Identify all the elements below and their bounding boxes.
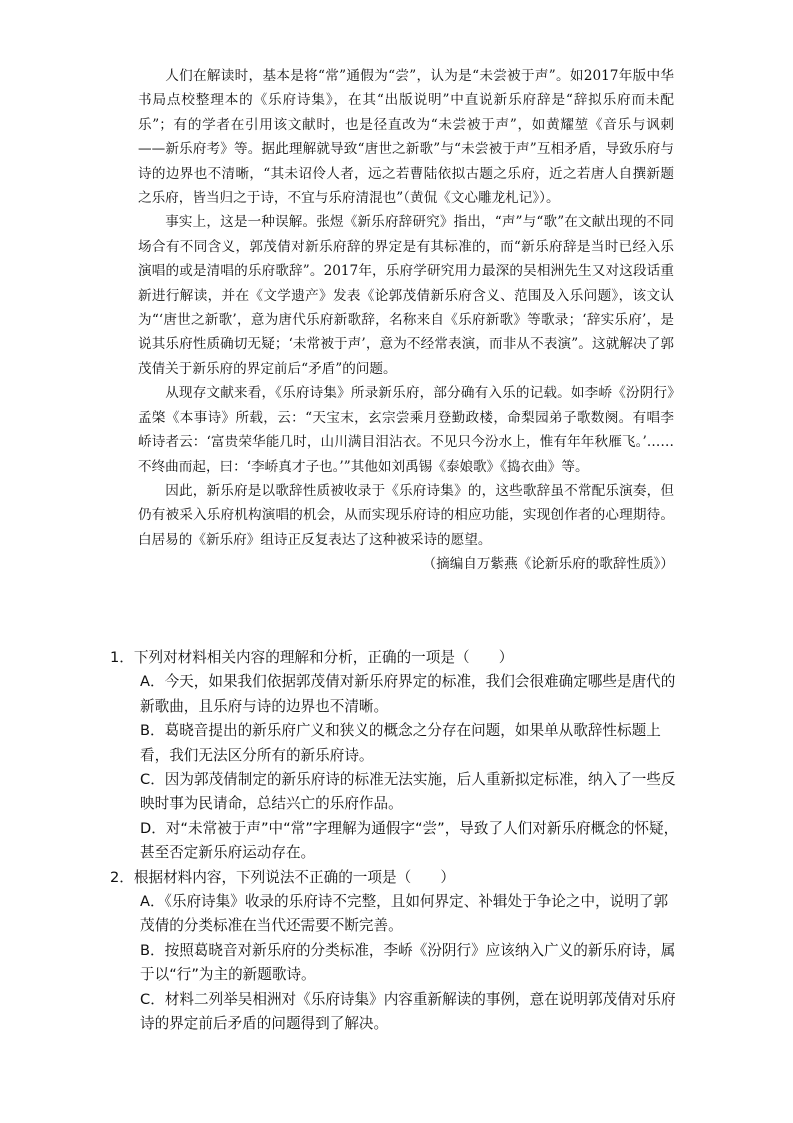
question-stem: 1．下列对材料相关内容的理解和分析，正确的一项是（ ） <box>110 649 514 666</box>
reading-passage <box>138 64 674 577</box>
question-stem: 2．根据材料内容，下列说法不正确的一项是（ ） <box>110 868 455 886</box>
passage-paragraph: 从现存文献来看，《乐府诗集》所录新乐府，部分确有入乐的记载。如李峤《汾阴行》孟棨《本事诗》所载，云：“天宝末，玄宗尝乘月登勤政楼，命梨园弟子歌数阕。有唱李峤诗者云：‘富贵荣华能几时，山川满目泪沾衣。不见只今汾水上，惟有年年秋雁飞。’……不终曲而起，曰：‘李峤真才子也。’”其他如刘禹锡《泰娘歌》《捣衣曲》等。 <box>138 385 674 475</box>
option-d: D．对“未常被于声”中“常”字理解为通假字“尝”，导致了人们对新乐府概念的怀疑，甚至否定新乐府运动存在。 <box>140 819 679 862</box>
option-c: C．材料二列举吴相洲对《乐府诗集》内容重新解读的事例，意在说明郭茂倩对乐府诗的界定前后矛盾的问题得到了解决。 <box>140 990 676 1033</box>
option-b: B．按照葛晓音对新乐府的分类标准，李峤《汾阴行》应该纳入广义的新乐府诗，属于以“行”为主的新题歌诗。 <box>140 941 676 984</box>
question-1 <box>110 646 680 866</box>
passage-paragraph: 事实上，这是一种误解。张煜《新乐府辞研究》指出，“声”与“歌”在文献出现的不同场合有不同含义，郭茂倩对新乐府辞的界定是有其标准的，而“新乐府辞是当时已经入乐演唱的或是清唱的乐府歌辞”。2017年，乐府学研究用力最深的吴相洲先生又对这段话重新进行解读，并在《文学遗产》发表《论郭茂倩新乐府含义、范围及入乐问题》，该文认为“‘唐世之新歌’，意为唐代乐府新歌辞，名称来自《乐府新歌》等歌录；‘辞实乐府’，是说其乐府性质确切无疑；‘未常被于声’，意为不经常表演，而非从不表演”。这就解决了郭茂倩关于新乐府的界定前后“矛盾”的问题。 <box>138 214 674 377</box>
question-2 <box>110 866 680 1037</box>
option-a: A．今天，如果我们依据郭茂倩对新乐府界定的标准，我们会很难确定哪些是唐代的新歌曲，且乐府与诗的边界也不清晰。 <box>140 673 676 715</box>
option-a: A．《乐府诗集》收录的乐府诗不完整，且如何界定、补辑处于争论之中，说明了郭茂倩的分类标准在当代还需要不断完善。 <box>140 893 669 935</box>
passage-paragraph: 人们在解读时，基本是将“常”通假为“尝”，认为是“未尝被于声”。如2017年版中华书局点校整理本的《乐府诗集》，在其“出版说明”中直说新乐府辞是“辞拟乐府而未配乐”；有的学者在引用该文献时，也是径直改为“未尝被于声”，如黄耀堃《音乐与讽刺——新乐府考》等。据此理解就导致“唐世之新歌”与“未尝被于声”互相矛盾，导致乐府与诗的边界也不清晰，“其未诏伶人者，远之若曹陆依拟古题之乐府，近之若唐人自撰新题之乐府，皆当归之于诗，不宜与乐府清混也”（黄侃《文心雕龙札记》）。 <box>138 68 674 207</box>
question-list <box>110 646 680 1037</box>
option-c: C．因为郭茂倩制定的新乐府诗的标准无法实施，后人重新拟定标准，纳入了一些反映时事为民请命，总结兴亡的乐府作品。 <box>140 771 676 813</box>
passage-paragraph: 因此，新乐府是以歌辞性质被收录于《乐府诗集》的，这些歌辞虽不常配乐演奏，但仍有被采入乐府机构演唱的机会，从而实现乐府诗的相应功能，实现创作者的心理期待。白居易的《新乐府》组诗正反复表达了这种被采诗的愿望。 <box>138 482 674 548</box>
option-b: B．葛晓音提出的新乐府广义和狭义的概念之分存在问题，如果单从歌辞性标题上看，我们无法区分所有的新乐府诗。 <box>140 722 661 764</box>
passage-source: （摘编自万紫燕《论新乐府的歌辞性质》） <box>422 556 674 573</box>
